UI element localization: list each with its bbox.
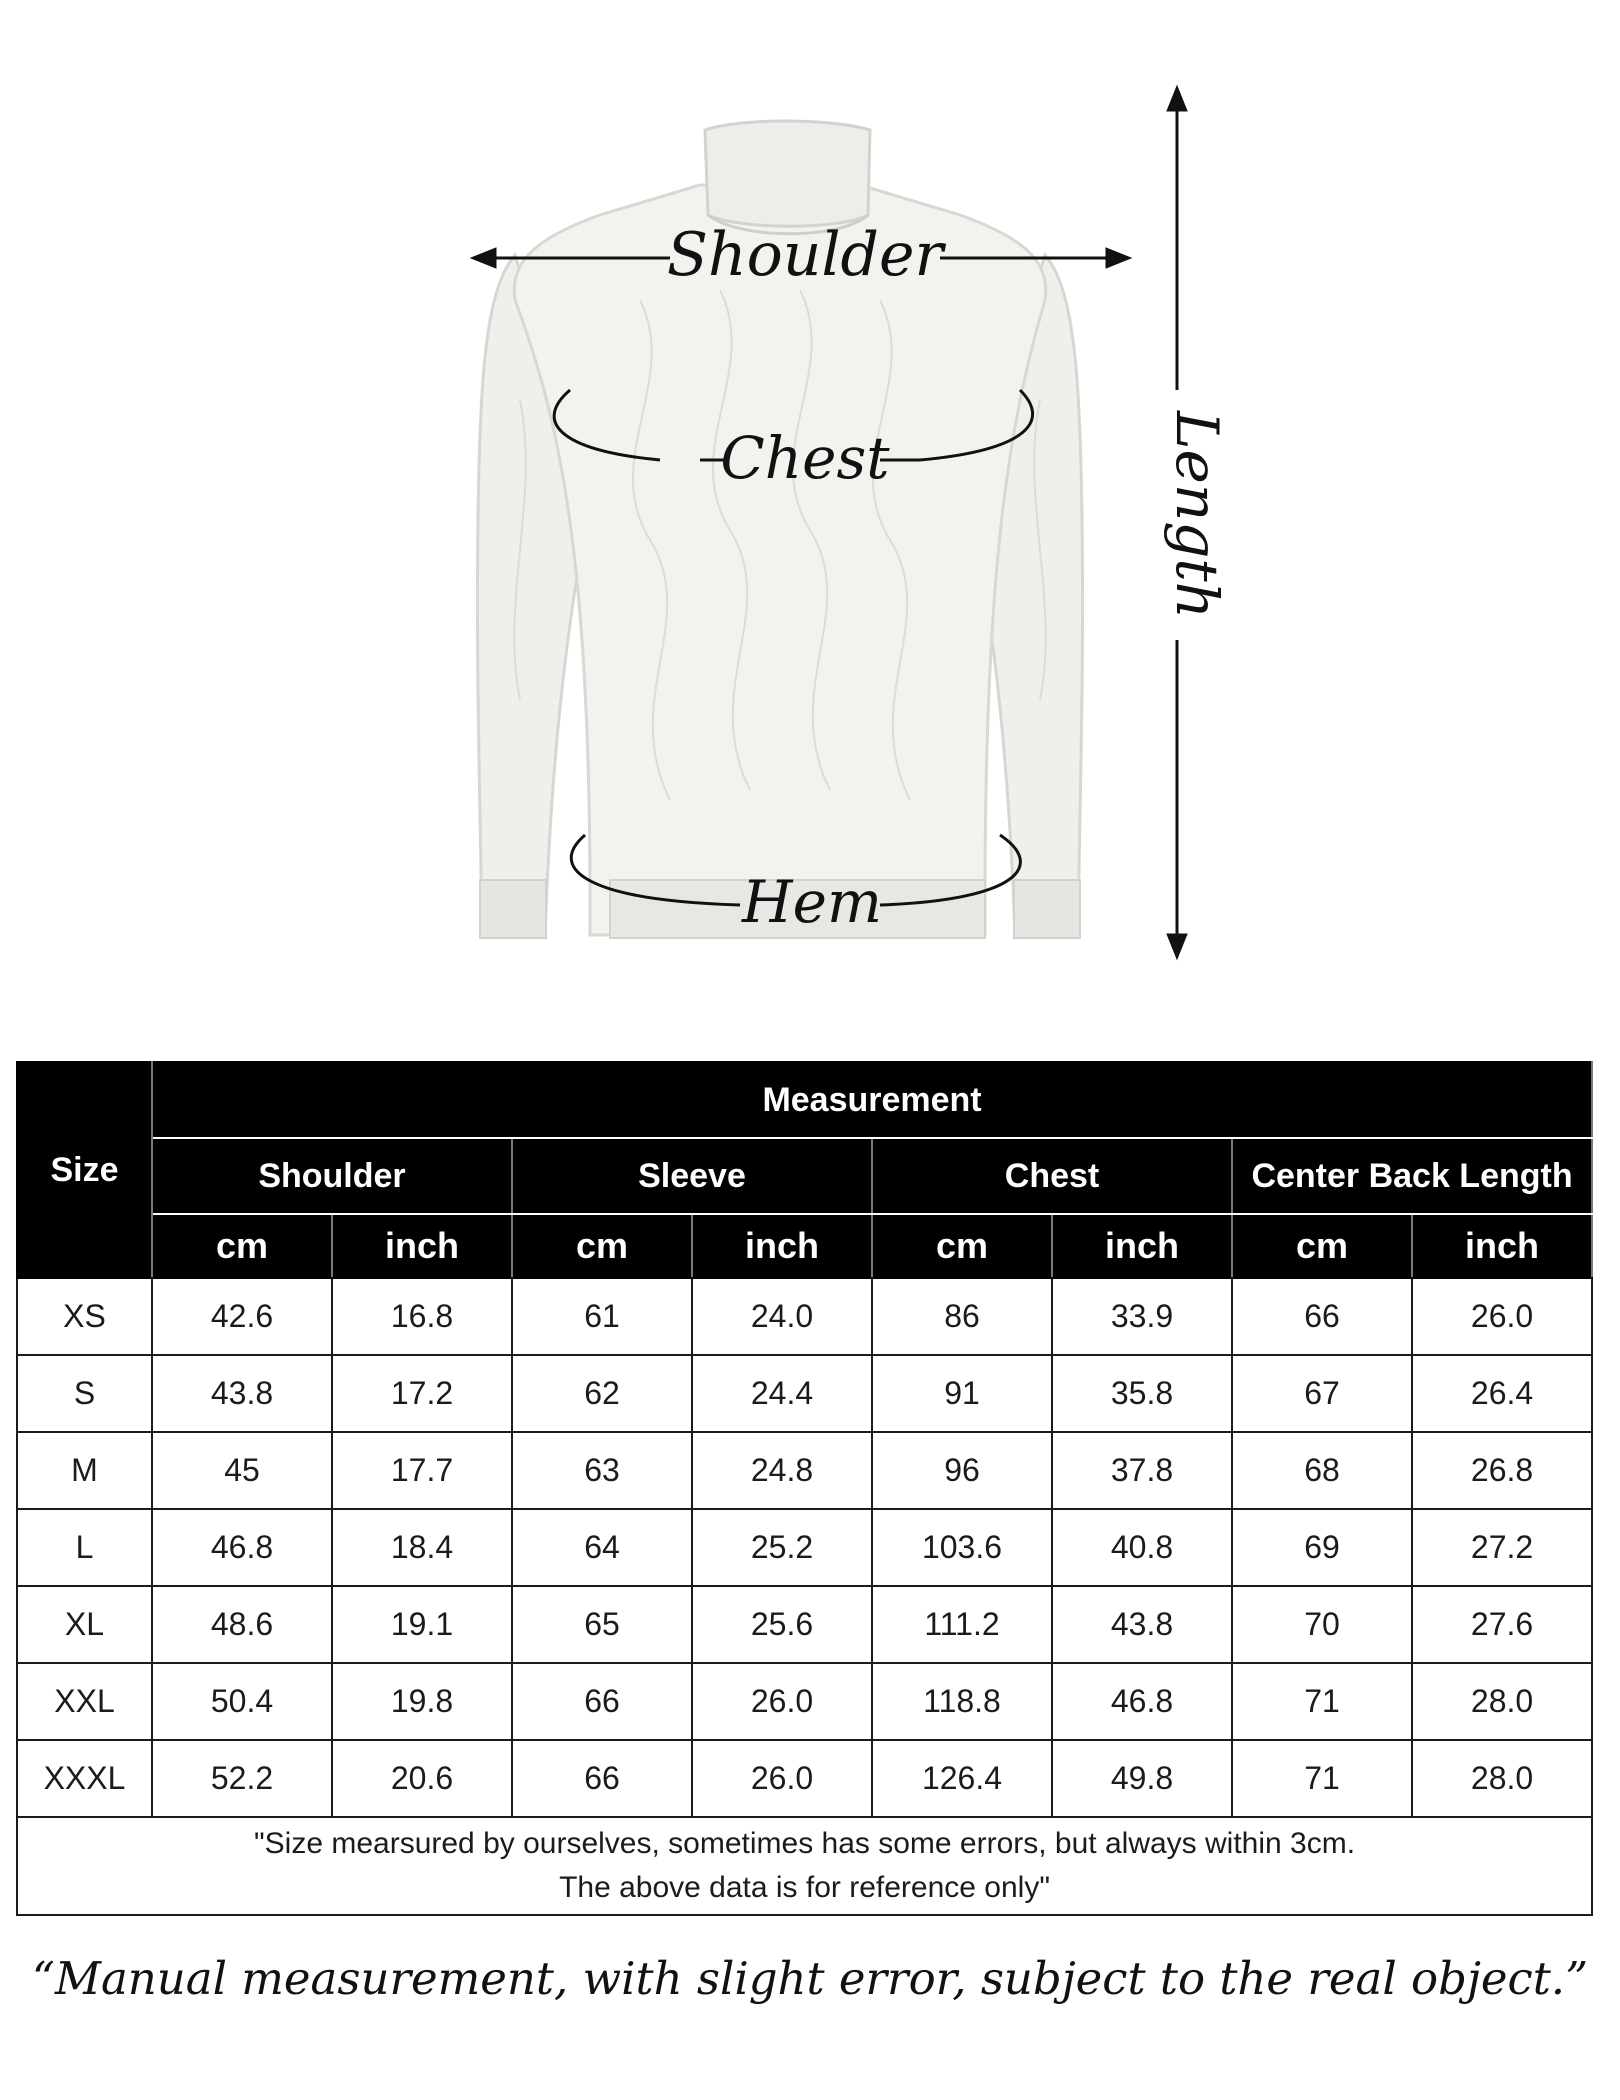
unit-header: cm bbox=[1232, 1214, 1412, 1278]
value-cell: 67 bbox=[1232, 1355, 1412, 1432]
table-note bbox=[17, 1817, 1592, 1915]
center-back-length-header: Center Back Length bbox=[1232, 1138, 1592, 1214]
value-cell: 19.1 bbox=[332, 1586, 512, 1663]
value-cell: 111.2 bbox=[872, 1586, 1052, 1663]
table-row bbox=[17, 1509, 1592, 1586]
value-cell: 24.0 bbox=[692, 1278, 872, 1355]
unit-header: cm bbox=[512, 1214, 692, 1278]
value-cell: 46.8 bbox=[1052, 1663, 1232, 1740]
value-cell: 37.8 bbox=[1052, 1432, 1232, 1509]
value-cell: 70 bbox=[1232, 1586, 1412, 1663]
value-cell: 66 bbox=[1232, 1278, 1412, 1355]
table-row bbox=[17, 1278, 1592, 1355]
value-cell: 63 bbox=[512, 1432, 692, 1509]
value-cell: 28.0 bbox=[1412, 1740, 1592, 1817]
table-note-line2: The above data is for reference only" bbox=[559, 1871, 1050, 1904]
hem-label: Hem bbox=[742, 868, 882, 936]
measurement-diagram bbox=[0, 0, 1620, 1000]
size-cell: XXL bbox=[17, 1663, 152, 1740]
value-cell: 25.6 bbox=[692, 1586, 872, 1663]
value-cell: 49.8 bbox=[1052, 1740, 1232, 1817]
value-cell: 86 bbox=[872, 1278, 1052, 1355]
value-cell: 64 bbox=[512, 1509, 692, 1586]
value-cell: 61 bbox=[512, 1278, 692, 1355]
value-cell: 26.0 bbox=[1412, 1278, 1592, 1355]
value-cell: 26.0 bbox=[692, 1663, 872, 1740]
value-cell: 26.0 bbox=[692, 1740, 872, 1817]
chest-label: Chest bbox=[720, 424, 890, 492]
unit-header: cm bbox=[152, 1214, 332, 1278]
size-cell: XL bbox=[17, 1586, 152, 1663]
unit-header: inch bbox=[692, 1214, 872, 1278]
value-cell: 16.8 bbox=[332, 1278, 512, 1355]
size-cell: M bbox=[17, 1432, 152, 1509]
unit-header: inch bbox=[332, 1214, 512, 1278]
size-cell: L bbox=[17, 1509, 152, 1586]
table-note-line1: "Size mearsured by ourselves, sometimes has some errors, but always within 3cm. bbox=[254, 1827, 1356, 1860]
value-cell: 43.8 bbox=[152, 1355, 332, 1432]
value-cell: 103.6 bbox=[872, 1509, 1052, 1586]
value-cell: 27.2 bbox=[1412, 1509, 1592, 1586]
value-cell: 118.8 bbox=[872, 1663, 1052, 1740]
size-cell: XXXL bbox=[17, 1740, 152, 1817]
size-cell: XS bbox=[17, 1278, 152, 1355]
shoulder-label: Shoulder bbox=[666, 220, 944, 290]
value-cell: 40.8 bbox=[1052, 1509, 1232, 1586]
value-cell: 26.8 bbox=[1412, 1432, 1592, 1509]
size-header: Size bbox=[17, 1062, 152, 1278]
unit-header: inch bbox=[1052, 1214, 1232, 1278]
value-cell: 25.2 bbox=[692, 1509, 872, 1586]
value-cell: 66 bbox=[512, 1740, 692, 1817]
sleeve-header: Sleeve bbox=[512, 1138, 872, 1214]
value-cell: 17.2 bbox=[332, 1355, 512, 1432]
value-cell: 24.8 bbox=[692, 1432, 872, 1509]
value-cell: 18.4 bbox=[332, 1509, 512, 1586]
value-cell: 71 bbox=[1232, 1740, 1412, 1817]
table-row bbox=[17, 1586, 1592, 1663]
value-cell: 69 bbox=[1232, 1509, 1412, 1586]
value-cell: 20.6 bbox=[332, 1740, 512, 1817]
value-cell: 26.4 bbox=[1412, 1355, 1592, 1432]
unit-header: cm bbox=[872, 1214, 1052, 1278]
table-body bbox=[17, 1278, 1592, 1817]
value-cell: 42.6 bbox=[152, 1278, 332, 1355]
value-cell: 91 bbox=[872, 1355, 1052, 1432]
value-cell: 48.6 bbox=[152, 1586, 332, 1663]
value-cell: 28.0 bbox=[1412, 1663, 1592, 1740]
value-cell: 46.8 bbox=[152, 1509, 332, 1586]
unit-header: inch bbox=[1412, 1214, 1592, 1278]
size-cell: S bbox=[17, 1355, 152, 1432]
table-row bbox=[17, 1355, 1592, 1432]
shoulder-header: Shoulder bbox=[152, 1138, 512, 1214]
value-cell: 45 bbox=[152, 1432, 332, 1509]
value-cell: 17.7 bbox=[332, 1432, 512, 1509]
value-cell: 66 bbox=[512, 1663, 692, 1740]
value-cell: 35.8 bbox=[1052, 1355, 1232, 1432]
value-cell: 50.4 bbox=[152, 1663, 332, 1740]
table-row bbox=[17, 1663, 1592, 1740]
value-cell: 24.4 bbox=[692, 1355, 872, 1432]
table-row bbox=[17, 1740, 1592, 1817]
value-cell: 43.8 bbox=[1052, 1586, 1232, 1663]
size-chart-table bbox=[16, 1061, 1593, 1916]
value-cell: 68 bbox=[1232, 1432, 1412, 1509]
value-cell: 19.8 bbox=[332, 1663, 512, 1740]
value-cell: 71 bbox=[1232, 1663, 1412, 1740]
value-cell: 126.4 bbox=[872, 1740, 1052, 1817]
value-cell: 96 bbox=[872, 1432, 1052, 1509]
measurement-header: Measurement bbox=[152, 1062, 1592, 1138]
value-cell: 27.6 bbox=[1412, 1586, 1592, 1663]
table-row bbox=[17, 1432, 1592, 1509]
footer-note: “Manual measurement, with slight error, subject to the real object.” bbox=[31, 1952, 1589, 2005]
value-cell: 33.9 bbox=[1052, 1278, 1232, 1355]
chest-header: Chest bbox=[872, 1138, 1232, 1214]
value-cell: 52.2 bbox=[152, 1740, 332, 1817]
value-cell: 65 bbox=[512, 1586, 692, 1663]
value-cell: 62 bbox=[512, 1355, 692, 1432]
length-label: Length bbox=[1163, 411, 1231, 619]
